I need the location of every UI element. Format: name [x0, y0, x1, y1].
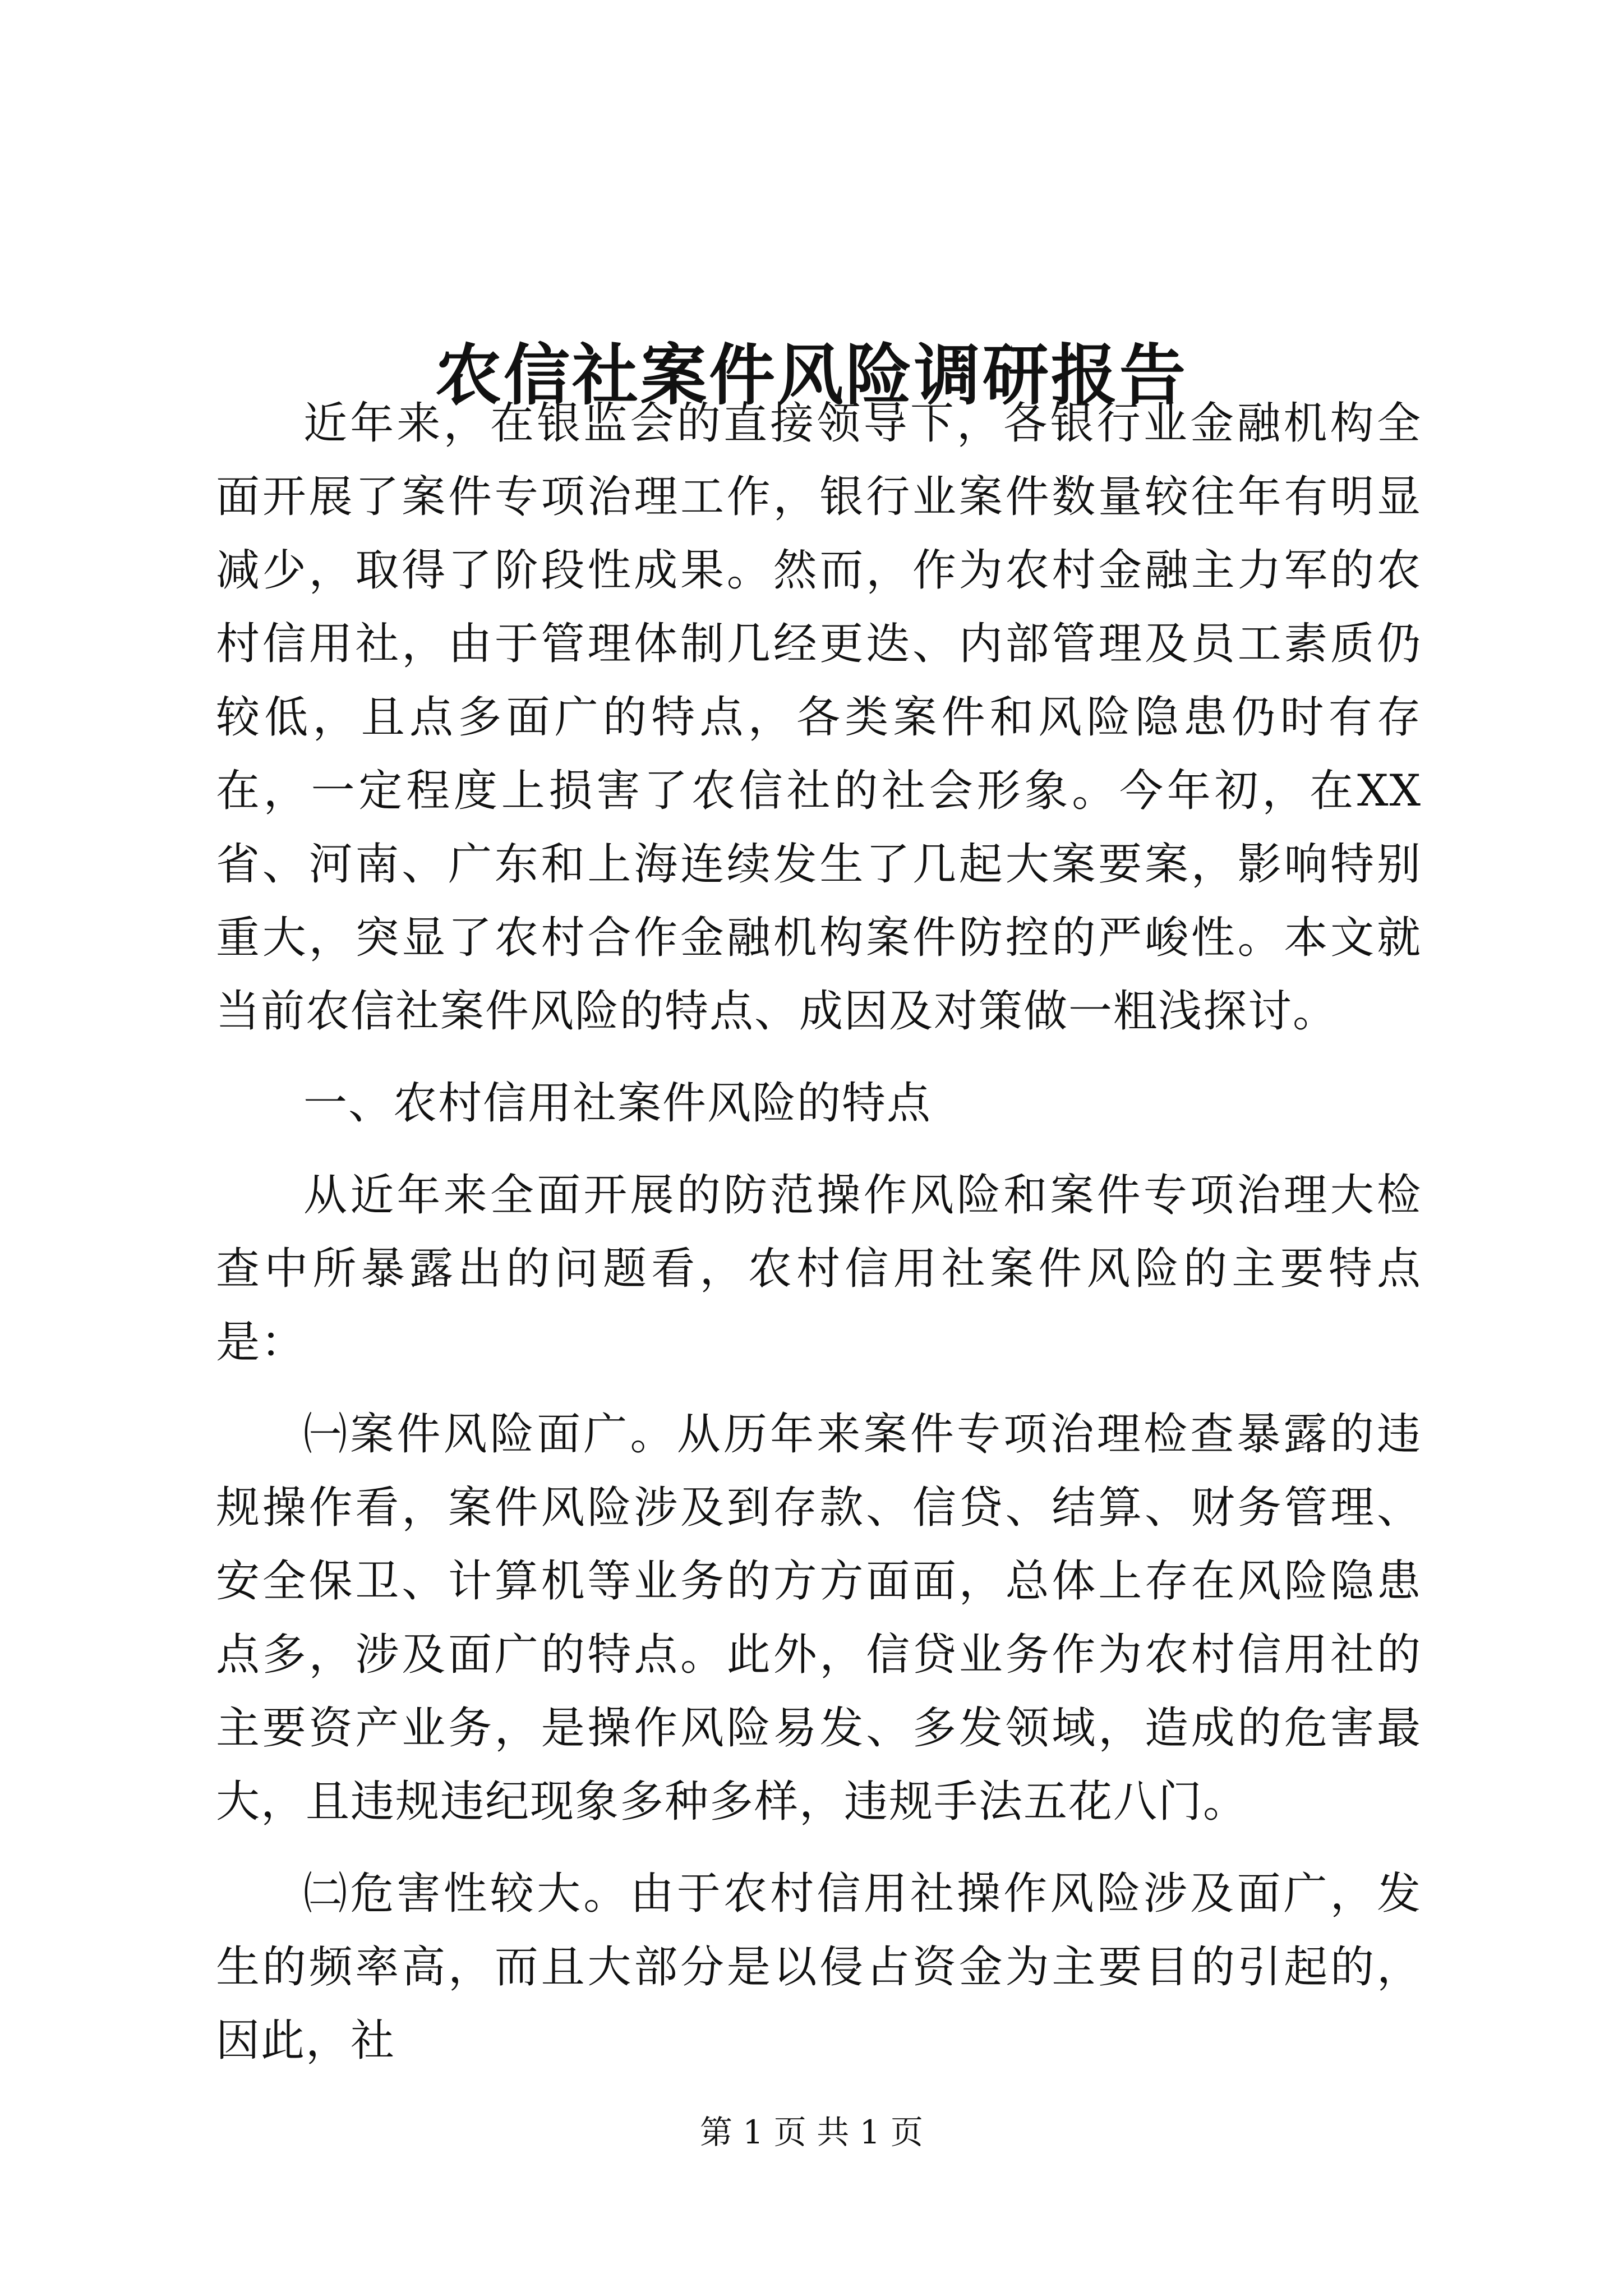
paragraph-point-1: ㈠案件风险面广。从历年来案件专项治理检查暴露的违规操作看，案件风险涉及到存款、信贷、结算、财务管理、安全保卫、计算机等业务的方方面面，总体上存在风险隐患点多，涉及面广的特点。此外，信贷业务作为农村信用社的主要资产业务，是操作风险易发、多发领域，造成的危害最大，且违规违纪现象多种多样，违规手法五花八门。: [216, 1409, 1422, 1827]
section-heading: 一、农村信用社案件风险的特点: [303, 1078, 932, 1129]
paragraph-point-2: ㈡危害性较大。由于农村信用社操作风险涉及面广，发生的频率高，而且大部分是以侵占资金为主要目的引起的，因此，社: [216, 1869, 1422, 2066]
document-title: 农信社案件风险调研报告: [435, 336, 1188, 415]
paragraph-lead: 从近年来全面开展的防范操作风险和案件专项治理大检查中所暴露出的问题看，农村信用社案件风险的主要特点是：: [216, 1170, 1422, 1368]
document-body: [216, 387, 1422, 2078]
page-footer: 第 1 页 共 1 页: [700, 2113, 923, 2151]
paragraph-intro: 近年来，在银监会的直接领导下，各银行业金融机构全面开展了案件专项治理工作，银行业案件数量较往年有明显减少，取得了阶段性成果。然而，作为农村金融主力军的农村信用社，由于管理体制几经更迭、内部管理及员工素质仍较低，且点多面广的特点，各类案件和风险隐患仍时有存在，一定程度上损害了农信社的社会形象。今年初，在XX省、河南、广东和上海连续发生了几起大案要案，影响特别重大，突显了农村合作金融机构案件防控的严峻性。本文就当前农信社案件风险的特点、成因及对策做一粗浅探讨。: [216, 398, 1422, 1037]
